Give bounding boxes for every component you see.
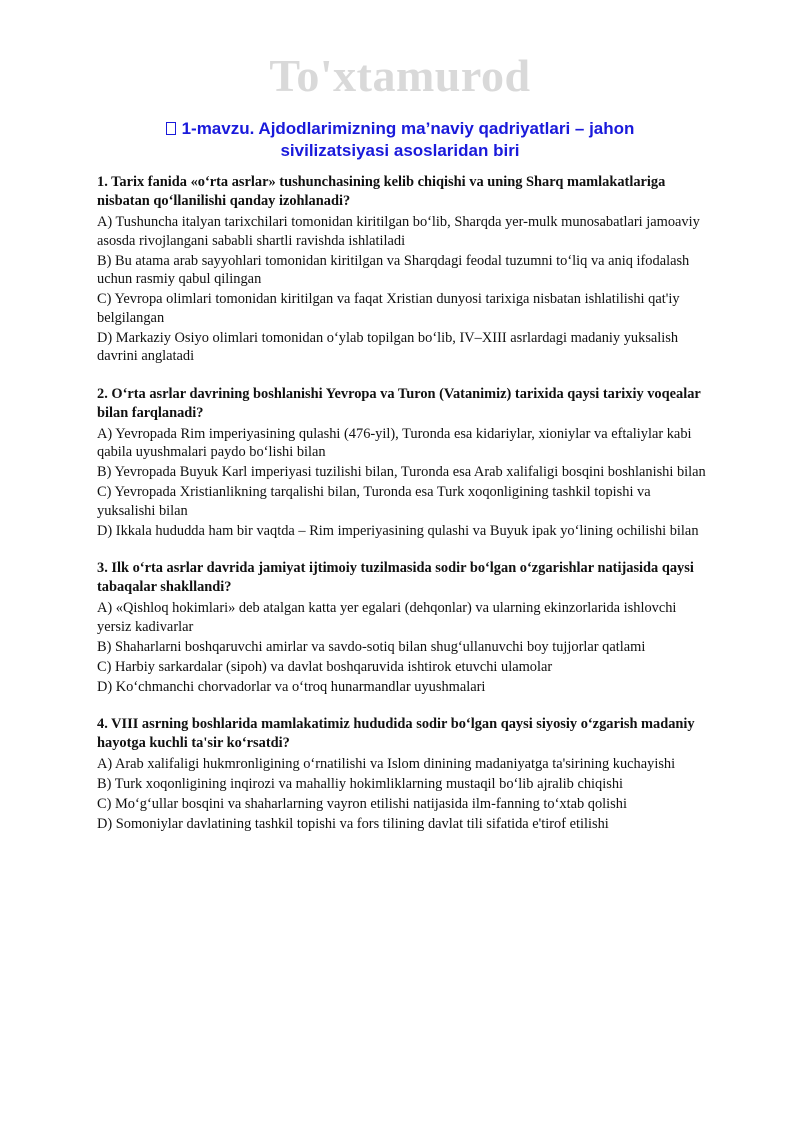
page-title [120,118,680,162]
answer-option-c: C) Mo‘g‘ullar bosqini va shaharlarning vayron etilishi natijasida ilm-fanning to‘xtab qolishi [97,796,627,812]
title-text: 1-mavzu. Ajdodlarimizning ma’naviy qadriyatlari – jahon sivilizatsiyasi asoslaridan biri [181,119,635,160]
question-2 [97,385,709,541]
answer-option-a: A) Tushuncha italyan tarixchilari tomonidan kiritilgan bo‘lib, Sharqda yer-mulk munosabatlari jamoaviy asosda rivojlangani sababli shartli ravishda ishlatiladi [97,214,700,249]
question-4 [97,715,709,834]
answer-option-c: C) Harbiy sarkardalar (sipoh) va davlat boshqaruvida ishtirok etuvchi ulamolar [97,658,553,675]
question-3 [97,559,709,696]
answer-option-d: D) Ikkala hududda ham bir vaqtda – Rim imperiyasining qulashi va Buyuk ipak yo‘lining ochilishi bilan [97,522,699,539]
watermark: To'xtamurod [269,50,531,101]
answer-option-b: B) Shaharlarni boshqaruvchi amirlar va savdo-sotiq bilan shug‘ullanuvchi boy tujjorlar qatlami [97,638,646,655]
answer-option-b: B) Turk xoqonligining inqirozi va mahalliy hokimliklarning mustaqil bo‘lib ajralib chiqishi [97,776,624,792]
question-text: 4. VIII asrning boshlarida mamlakatimiz hududida sodir bo‘lgan qaysi siyosiy o‘zgarish madaniy hayotga kuchli ta'sir ko‘rsatdi? [97,716,695,751]
question-text: 2. O‘rta asrlar davrining boshlanishi Yevropa va Turon (Vatanimiz) tarixida qaysi tarixiy voqealar bilan farqlanadi? [97,385,701,421]
question-text: 3. Ilk o‘rta asrlar davrida jamiyat ijtimoiy tuzilmasida sodir bo‘lgan o‘zgarishlar natijasida qaysi tabaqalar shakllandi? [97,560,694,595]
answer-option-a: A) «Qishloq hokimlari» deb atalgan katta yer egalari (dehqonlar) va ularning ekinzorlarida ishlovchi yersiz kadivarlar [97,600,677,635]
answer-option-a: A) Yevropada Rim imperiyasining qulashi (476-yil), Turonda esa kidariylar, xioniylar va eftaliylar kabi qabila uyushmalari paydo bo‘lishi bilan [97,425,692,460]
answer-option-d: D) Somoniylar davlatining tashkil topishi va fors tilining davlat tili sifatida e'tirof etilishi [97,816,609,832]
question-text: 1. Tarix fanida «o‘rta asrlar» tushunchasining kelib chiqishi va uning Sharq mamlakatlariga nisbatan qo‘llanilishi qanday izohlanadi? [97,174,666,209]
answer-option-d: D) Ko‘chmanchi chorvadorlar va o‘troq hunarmandlar uyushmalari [97,678,486,695]
answer-option-a: A) Arab xalifaligi hukmronligining o‘rnatilishi va Islom dinining madaniyatga ta'sirining kuchayishi [97,756,676,772]
missing-glyph-icon [166,122,176,135]
answer-option-c: C) Yevropada Xristianlikning tarqalishi bilan, Turonda esa Turk xoqonligining tashkil topishi va yuksalishi bilan [97,484,651,519]
answer-option-b: B) Bu atama arab sayyohlari tomonidan kiritilgan va Sharqdagi feodal tuzumni to‘liq va aniq ifodalash uchun rasmiy qabul qilingan [97,252,690,287]
answer-option-c: C) Yevropa olimlari tomonidan kiritilgan va faqat Xristian dunyosi tarixiga nisbatan ishlatilishi qat'iy belgilangan [97,291,680,326]
question-list [97,173,709,853]
question-1 [97,173,709,366]
answer-option-b: B) Yevropada Buyuk Karl imperiyasi tuzilishi bilan, Turonda esa Arab xalifaligi bosqini boshlanishi bilan [97,464,706,480]
answer-option-d: D) Markaziy Osiyo olimlari tomonidan o‘ylab topilgan bo‘lib, IV–XIII asrlardagi madaniy yuksalish davrini anglatadi [97,329,679,364]
